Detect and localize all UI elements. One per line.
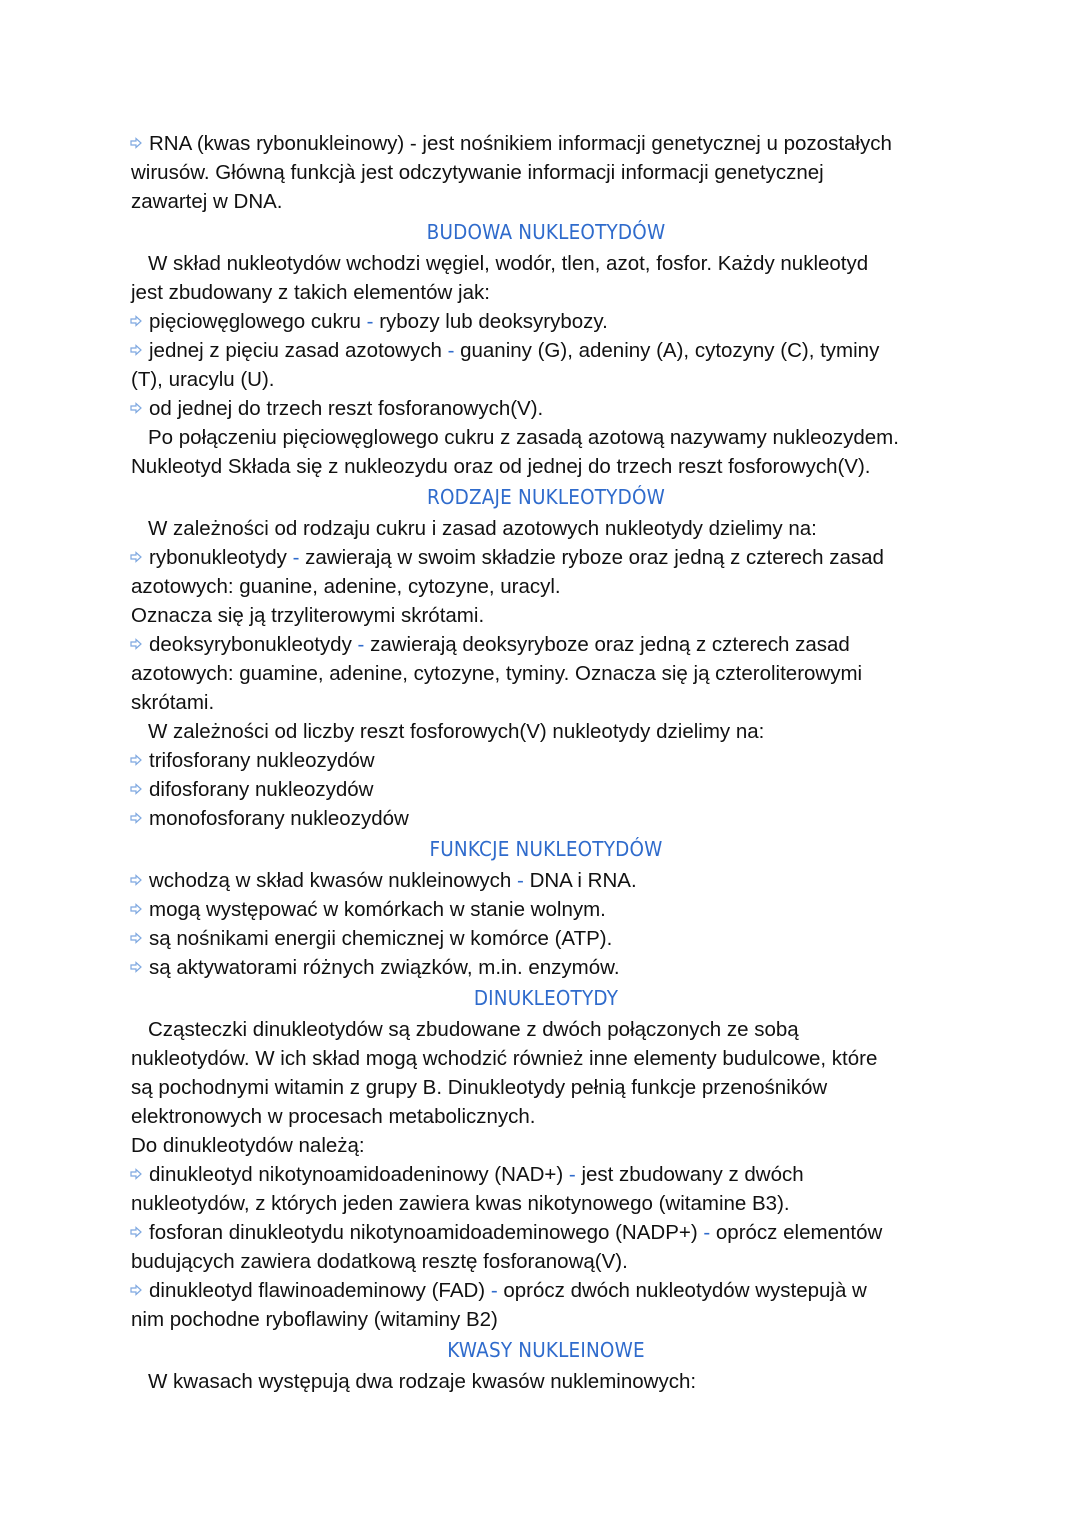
section-heading-rodzaje: RODZAJE NUKLEOTYDÓW: [426, 485, 665, 509]
paragraph-line: są pochodnymi witamin z grupy B. Dinukleotydy pełnią funkcje przenośników: [131, 1076, 828, 1099]
list-item-continuation: azotowych: guanine, adenine, cytozyne, uracyl.: [131, 575, 561, 598]
paragraph-line: W zależności od rodzaju cukru i zasad azotowych nukleotydy dzielimy na:: [148, 517, 817, 540]
list-item-continuation: budujących zawiera dodatkową resztę fosforanową(V).: [131, 1250, 628, 1273]
section-heading-budowa: BUDOWA NUKLEOTYDÓW: [426, 220, 666, 244]
list-item-continuation: skrótami.: [131, 691, 215, 714]
list-item-continuation: nim pochodne ryboflawiny (witaminy B2): [131, 1308, 498, 1331]
document-page: [131, 129, 961, 1396]
text-line: wirusów. Główną funkcjà jest odczytywanie informacji informacji genetycznej: [131, 161, 824, 184]
list-item: dinukleotyd nikotynoamidoadeninowy (NAD+) - jest zbudowany z dwóch: [131, 1160, 961, 1189]
arrow-bullet-icon: [130, 551, 142, 563]
paragraph-line: W zależności od liczby reszt fosforowych(V) nukleotydy dzielimy na:: [148, 720, 765, 743]
arrow-bullet-icon: [130, 137, 142, 149]
paragraph-line: elektronowych w procesach metabolicznych.: [131, 1105, 536, 1128]
arrow-bullet-icon: [130, 315, 142, 327]
arrow-bullet-icon: [130, 783, 142, 795]
list-item: są aktywatorami różnych związków, m.in. enzymów.: [131, 953, 961, 982]
paragraph-line: Do dinukleotydów należą:: [131, 1134, 365, 1157]
list-item-continuation: azotowych: guamine, adenine, cytozyne, tyminy. Oznacza się ją czteroliterowymi: [131, 662, 863, 685]
section-heading-kwasy: KWASY NUKLEINOWE: [447, 1338, 645, 1362]
section-heading-dinukleotydy: DINUKLEOTYDY: [473, 986, 619, 1010]
arrow-bullet-icon: [130, 754, 142, 766]
list-item: monofosforany nukleozydów: [131, 804, 961, 833]
list-item: jednej z pięciu zasad azotowych - guaniny (G), adeniny (A), cytozyny (C), tyminy: [131, 336, 961, 365]
arrow-bullet-icon: [130, 961, 142, 973]
arrow-bullet-icon: [130, 932, 142, 944]
list-item: od jednej do trzech reszt fosforanowych(V).: [131, 394, 961, 423]
arrow-bullet-icon: [130, 812, 142, 824]
arrow-bullet-icon: [130, 402, 142, 414]
list-item: difosforany nukleozydów: [131, 775, 961, 804]
list-item: fosforan dinukleotydu nikotynoamidoademinowego (NADP+) - oprócz elementów: [131, 1218, 961, 1247]
list-item: mogą występować w komórkach w stanie wolnym.: [131, 895, 961, 924]
list-item: rybonukleotydy - zawierają w swoim składzie ryboze oraz jedną z czterech zasad: [131, 543, 961, 572]
paragraph-line: nukleotydów. W ich skład mogą wchodzić również inne elementy budulcowe, które: [131, 1047, 878, 1070]
paragraph-line: Po połączeniu pięciowęglowego cukru z zasadą azotową nazywamy nukleozydem.: [148, 426, 899, 449]
arrow-bullet-icon: [130, 1284, 142, 1296]
paragraph-line: jest zbudowany z takich elementów jak:: [131, 281, 490, 304]
list-item-rna: RNA (kwas rybonukleinowy) - jest nośnikiem informacji genetycznej u pozostałych: [131, 129, 961, 158]
arrow-bullet-icon: [130, 874, 142, 886]
list-item: trifosforany nukleozydów: [131, 746, 961, 775]
arrow-bullet-icon: [130, 1226, 142, 1238]
section-heading-funkcje: FUNKCJE NUKLEOTYDÓW: [429, 837, 663, 861]
paragraph-line: W skład nukleotydów wchodzi węgiel, wodór, tlen, azot, fosfor. Każdy nukleotyd: [148, 252, 869, 275]
list-item: dinukleotyd flawinoademinowy (FAD) - oprócz dwóch nukleotydów wystepujà w: [131, 1276, 961, 1305]
paragraph-line: Nukleotyd Składa się z nukleozydu oraz od jednej do trzech reszt fosforowych(V).: [131, 455, 871, 478]
arrow-bullet-icon: [130, 344, 142, 356]
paragraph-line: W kwasach występują dwa rodzaje kwasów nukleminowych:: [148, 1370, 697, 1393]
list-item-continuation: nukleotydów, z których jeden zawiera kwas nikotynowego (witamine B3).: [131, 1192, 790, 1215]
list-item: deoksyrybonukleotydy - zawierają deoksyryboze oraz jedną z czterech zasad: [131, 630, 961, 659]
arrow-bullet-icon: [130, 1168, 142, 1180]
list-item: są nośnikami energii chemicznej w komórce (ATP).: [131, 924, 961, 953]
paragraph-line: Oznacza się ją trzyliterowymi skrótami.: [131, 604, 485, 627]
list-item: wchodzą w skład kwasów nukleinowych - DNA i RNA.: [131, 866, 961, 895]
arrow-bullet-icon: [130, 638, 142, 650]
text-line: zawartej w DNA.: [131, 190, 283, 213]
list-item-continuation: (T), uracylu (U).: [131, 368, 275, 391]
paragraph-line: Cząsteczki dinukleotydów są zbudowane z dwóch połączonych ze sobą: [148, 1018, 799, 1041]
list-item: pięciowęglowego cukru - rybozy lub deoksyrybozy.: [131, 307, 961, 336]
arrow-bullet-icon: [130, 903, 142, 915]
